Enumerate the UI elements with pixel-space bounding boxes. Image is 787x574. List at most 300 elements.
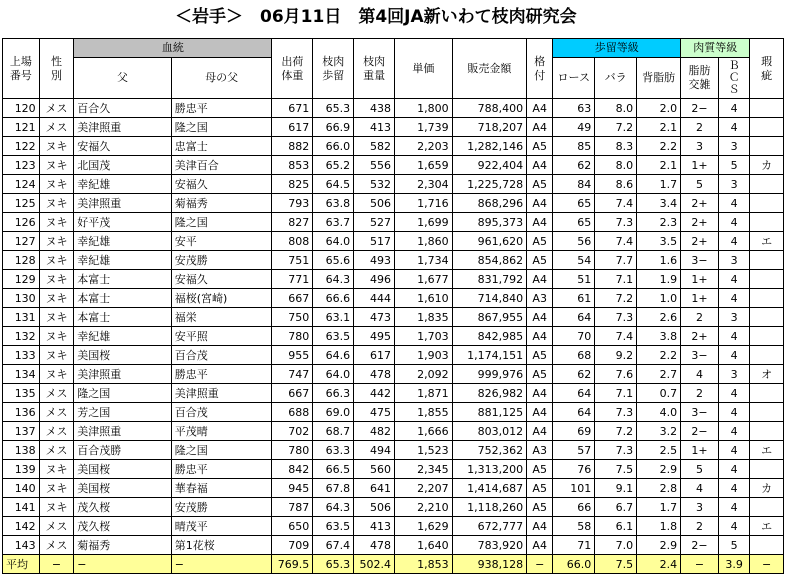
carcass-results-table xyxy=(2,38,784,574)
average-carcass-yield: 65.3 xyxy=(313,555,354,574)
cell-bcs: 4 xyxy=(718,441,749,460)
cell-back-fat: 3.2 xyxy=(637,422,681,441)
cell-maternal-grandsire: 勝忠平 xyxy=(171,99,272,118)
cell-carcass-weight: 478 xyxy=(354,536,395,555)
cell-defect: エ xyxy=(750,441,784,460)
cell-back-fat: 3.4 xyxy=(637,194,681,213)
header-lot-number xyxy=(3,39,40,99)
cell-unit-price: 1,860 xyxy=(395,232,453,251)
cell-defect xyxy=(750,175,784,194)
table-row xyxy=(3,194,784,213)
cell-sales-amount: 783,920 xyxy=(452,536,526,555)
cell-lot-number: 133 xyxy=(3,346,40,365)
cell-rib-thickness: 7.4 xyxy=(595,327,637,346)
average-bcs: 3.9 xyxy=(718,555,749,574)
cell-rib-thickness: 7.3 xyxy=(595,441,637,460)
cell-maternal-grandsire: 美津百合 xyxy=(171,156,272,175)
cell-marbling: 2 xyxy=(681,308,719,327)
cell-lot-number: 128 xyxy=(3,251,40,270)
cell-sex: メス xyxy=(39,384,74,403)
average-sales-amount: 938,128 xyxy=(452,555,526,574)
average-carcass-weight: 502.4 xyxy=(354,555,395,574)
cell-marbling: 1+ xyxy=(681,156,719,175)
cell-sex: ヌキ xyxy=(39,308,74,327)
cell-father: 美津照重 xyxy=(74,118,171,137)
cell-loin-area: 63 xyxy=(553,99,595,118)
cell-sales-amount: 1,174,151 xyxy=(452,346,526,365)
cell-maternal-grandsire: 安福久 xyxy=(171,175,272,194)
table-row xyxy=(3,441,784,460)
cell-marbling: 2+ xyxy=(681,194,719,213)
cell-defect xyxy=(750,308,784,327)
header-carcass-yield xyxy=(313,39,354,99)
cell-sex: ヌキ xyxy=(39,194,74,213)
cell-carcass-yield: 63.3 xyxy=(313,441,354,460)
cell-marbling: 2+ xyxy=(681,213,719,232)
cell-marbling: 3− xyxy=(681,403,719,422)
cell-rib-thickness: 7.3 xyxy=(595,213,637,232)
header-text: 出荷 体重 xyxy=(281,54,304,82)
cell-shipping-weight: 709 xyxy=(272,536,313,555)
cell-shipping-weight: 780 xyxy=(272,327,313,346)
cell-marbling: 3 xyxy=(681,137,719,156)
cell-lot-number: 134 xyxy=(3,365,40,384)
cell-sex: ヌキ xyxy=(39,137,74,156)
cell-grade: A3 xyxy=(527,289,553,308)
cell-sales-amount: 831,792 xyxy=(452,270,526,289)
cell-carcass-weight: 496 xyxy=(354,270,395,289)
cell-sales-amount: 788,400 xyxy=(452,99,526,118)
cell-back-fat: 2.1 xyxy=(637,156,681,175)
cell-marbling: 4 xyxy=(681,479,719,498)
cell-maternal-grandsire: 福桜(宮崎) xyxy=(171,289,272,308)
cell-unit-price: 1,739 xyxy=(395,118,453,137)
cell-grade: A4 xyxy=(527,384,553,403)
cell-grade: A4 xyxy=(527,422,553,441)
cell-bcs: 3 xyxy=(718,251,749,270)
cell-sales-amount: 714,840 xyxy=(452,289,526,308)
cell-bcs: 3 xyxy=(718,308,749,327)
header-rib-thickness: バラ xyxy=(595,58,637,99)
cell-defect xyxy=(750,118,784,137)
cell-maternal-grandsire: 華春福 xyxy=(171,479,272,498)
cell-lot-number: 132 xyxy=(3,327,40,346)
cell-defect xyxy=(750,137,784,156)
cell-father: 茂久桜 xyxy=(74,517,171,536)
cell-marbling: 3− xyxy=(681,346,719,365)
cell-lot-number: 125 xyxy=(3,194,40,213)
cell-father: 美国桜 xyxy=(74,460,171,479)
cell-grade: A4 xyxy=(527,270,553,289)
cell-bcs: 3 xyxy=(718,365,749,384)
header-defect xyxy=(750,39,784,99)
cell-marbling: 3 xyxy=(681,498,719,517)
table-row xyxy=(3,289,784,308)
average-marbling: − xyxy=(681,555,719,574)
cell-loin-area: 64 xyxy=(553,308,595,327)
cell-maternal-grandsire: 隆之国 xyxy=(171,441,272,460)
cell-defect xyxy=(750,346,784,365)
cell-loin-area: 56 xyxy=(553,232,595,251)
cell-unit-price: 1,610 xyxy=(395,289,453,308)
cell-marbling: 2− xyxy=(681,422,719,441)
cell-carcass-yield: 64.5 xyxy=(313,175,354,194)
average-lot-number: 平均 xyxy=(3,555,40,574)
cell-sales-amount: 1,313,200 xyxy=(452,460,526,479)
cell-father: 本富士 xyxy=(74,289,171,308)
table-row xyxy=(3,498,784,517)
cell-sex: ヌキ xyxy=(39,232,74,251)
header-text: 格 付 xyxy=(534,54,546,82)
cell-sex: メス xyxy=(39,403,74,422)
cell-marbling: 1+ xyxy=(681,289,719,308)
cell-lot-number: 127 xyxy=(3,232,40,251)
cell-bcs: 4 xyxy=(718,118,749,137)
table-row xyxy=(3,365,784,384)
cell-maternal-grandsire: 安茂勝 xyxy=(171,498,272,517)
cell-lot-number: 129 xyxy=(3,270,40,289)
cell-rib-thickness: 8.6 xyxy=(595,175,637,194)
cell-unit-price: 2,092 xyxy=(395,365,453,384)
cell-father: 幸紀雄 xyxy=(74,175,171,194)
cell-loin-area: 62 xyxy=(553,365,595,384)
cell-defect: カ xyxy=(750,479,784,498)
cell-father: 美国桜 xyxy=(74,479,171,498)
header-father: 父 xyxy=(74,58,171,99)
cell-shipping-weight: 827 xyxy=(272,213,313,232)
header-lineage: 血統 xyxy=(74,39,272,58)
cell-lot-number: 135 xyxy=(3,384,40,403)
cell-sales-amount: 752,362 xyxy=(452,441,526,460)
cell-bcs: 4 xyxy=(718,327,749,346)
table-row xyxy=(3,403,784,422)
cell-sales-amount: 854,862 xyxy=(452,251,526,270)
cell-lot-number: 126 xyxy=(3,213,40,232)
cell-unit-price: 1,666 xyxy=(395,422,453,441)
cell-shipping-weight: 825 xyxy=(272,175,313,194)
table-row xyxy=(3,517,784,536)
cell-marbling: 2 xyxy=(681,118,719,137)
cell-carcass-yield: 64.6 xyxy=(313,346,354,365)
cell-rib-thickness: 6.1 xyxy=(595,517,637,536)
cell-father: 美津照重 xyxy=(74,422,171,441)
cell-lot-number: 122 xyxy=(3,137,40,156)
cell-carcass-weight: 494 xyxy=(354,441,395,460)
cell-back-fat: 1.7 xyxy=(637,175,681,194)
cell-unit-price: 1,835 xyxy=(395,308,453,327)
cell-carcass-weight: 527 xyxy=(354,213,395,232)
cell-defect: オ xyxy=(750,365,784,384)
cell-marbling: 4 xyxy=(681,365,719,384)
average-loin-area: 66.0 xyxy=(553,555,595,574)
cell-bcs: 4 xyxy=(718,194,749,213)
cell-back-fat: 1.9 xyxy=(637,270,681,289)
cell-lot-number: 137 xyxy=(3,422,40,441)
cell-sex: メス xyxy=(39,517,74,536)
table-row xyxy=(3,308,784,327)
table-row xyxy=(3,327,784,346)
cell-loin-area: 71 xyxy=(553,536,595,555)
header-text: 性 別 xyxy=(50,54,62,82)
cell-grade: A5 xyxy=(527,137,553,156)
cell-sales-amount: 672,777 xyxy=(452,517,526,536)
cell-carcass-weight: 478 xyxy=(354,365,395,384)
cell-marbling: 2+ xyxy=(681,232,719,251)
cell-carcass-weight: 438 xyxy=(354,99,395,118)
header-text: Ｂ Ｃ Ｓ xyxy=(728,58,740,96)
cell-bcs: 3 xyxy=(718,175,749,194)
cell-unit-price: 1,640 xyxy=(395,536,453,555)
cell-carcass-yield: 64.3 xyxy=(313,270,354,289)
header-yield-grade: 歩留等級 xyxy=(553,39,681,58)
cell-lot-number: 121 xyxy=(3,118,40,137)
cell-back-fat: 2.3 xyxy=(637,213,681,232)
cell-lot-number: 136 xyxy=(3,403,40,422)
cell-loin-area: 66 xyxy=(553,498,595,517)
cell-carcass-weight: 582 xyxy=(354,137,395,156)
cell-defect: エ xyxy=(750,232,784,251)
cell-loin-area: 62 xyxy=(553,156,595,175)
cell-shipping-weight: 955 xyxy=(272,346,313,365)
cell-unit-price: 2,304 xyxy=(395,175,453,194)
cell-rib-thickness: 7.2 xyxy=(595,422,637,441)
table-row xyxy=(3,156,784,175)
cell-shipping-weight: 945 xyxy=(272,479,313,498)
cell-maternal-grandsire: 第1花桜 xyxy=(171,536,272,555)
cell-lot-number: 130 xyxy=(3,289,40,308)
cell-maternal-grandsire: 菊福秀 xyxy=(171,194,272,213)
cell-grade: A4 xyxy=(527,194,553,213)
cell-bcs: 4 xyxy=(718,422,749,441)
cell-sex: ヌキ xyxy=(39,156,74,175)
cell-shipping-weight: 771 xyxy=(272,270,313,289)
cell-sales-amount: 803,012 xyxy=(452,422,526,441)
cell-grade: A5 xyxy=(527,232,553,251)
cell-loin-area: 69 xyxy=(553,422,595,441)
header-marbling xyxy=(681,58,719,99)
cell-back-fat: 2.0 xyxy=(637,99,681,118)
cell-carcass-yield: 66.3 xyxy=(313,384,354,403)
cell-rib-thickness: 8.3 xyxy=(595,137,637,156)
cell-back-fat: 2.7 xyxy=(637,365,681,384)
header-back-fat: 背脂肪 xyxy=(637,58,681,99)
table-row xyxy=(3,346,784,365)
cell-grade: A4 xyxy=(527,99,553,118)
average-row xyxy=(3,555,784,574)
cell-maternal-grandsire: 平茂晴 xyxy=(171,422,272,441)
cell-sex: ヌキ xyxy=(39,346,74,365)
cell-lot-number: 120 xyxy=(3,99,40,118)
cell-father: 茂久桜 xyxy=(74,498,171,517)
cell-shipping-weight: 787 xyxy=(272,498,313,517)
cell-sex: ヌキ xyxy=(39,251,74,270)
header-maternal-grandsire: 母の父 xyxy=(171,58,272,99)
cell-rib-thickness: 8.0 xyxy=(595,99,637,118)
cell-bcs: 4 xyxy=(718,213,749,232)
cell-carcass-yield: 63.1 xyxy=(313,308,354,327)
cell-defect xyxy=(750,289,784,308)
cell-sales-amount: 881,125 xyxy=(452,403,526,422)
cell-bcs: 4 xyxy=(718,346,749,365)
cell-sex: ヌキ xyxy=(39,460,74,479)
table-row xyxy=(3,251,784,270)
cell-lot-number: 138 xyxy=(3,441,40,460)
cell-maternal-grandsire: 百合茂 xyxy=(171,403,272,422)
cell-carcass-yield: 65.6 xyxy=(313,251,354,270)
cell-unit-price: 1,716 xyxy=(395,194,453,213)
cell-grade: A4 xyxy=(527,403,553,422)
cell-lot-number: 139 xyxy=(3,460,40,479)
cell-carcass-yield: 63.7 xyxy=(313,213,354,232)
average-father: − xyxy=(74,555,171,574)
header-text: 瑕 疵 xyxy=(761,54,773,82)
cell-rib-thickness: 7.5 xyxy=(595,460,637,479)
cell-carcass-yield: 65.2 xyxy=(313,156,354,175)
cell-sales-amount: 961,620 xyxy=(452,232,526,251)
cell-loin-area: 57 xyxy=(553,441,595,460)
cell-maternal-grandsire: 安平 xyxy=(171,232,272,251)
cell-rib-thickness: 7.1 xyxy=(595,384,637,403)
cell-lot-number: 143 xyxy=(3,536,40,555)
cell-rib-thickness: 7.4 xyxy=(595,232,637,251)
cell-bcs: 4 xyxy=(718,479,749,498)
cell-marbling: 5 xyxy=(681,460,719,479)
cell-loin-area: 76 xyxy=(553,460,595,479)
cell-back-fat: 0.7 xyxy=(637,384,681,403)
cell-shipping-weight: 667 xyxy=(272,384,313,403)
cell-carcass-weight: 493 xyxy=(354,251,395,270)
cell-carcass-yield: 63.5 xyxy=(313,517,354,536)
cell-father: 菊福秀 xyxy=(74,536,171,555)
cell-unit-price: 2,345 xyxy=(395,460,453,479)
cell-unit-price: 2,210 xyxy=(395,498,453,517)
cell-grade: A5 xyxy=(527,365,553,384)
cell-carcass-yield: 67.8 xyxy=(313,479,354,498)
cell-bcs: 4 xyxy=(718,270,749,289)
cell-rib-thickness: 7.3 xyxy=(595,308,637,327)
cell-back-fat: 1.8 xyxy=(637,517,681,536)
cell-carcass-yield: 64.0 xyxy=(313,232,354,251)
cell-back-fat: 2.6 xyxy=(637,308,681,327)
cell-grade: A4 xyxy=(527,118,553,137)
cell-rib-thickness: 7.0 xyxy=(595,536,637,555)
cell-marbling: 2+ xyxy=(681,327,719,346)
cell-carcass-yield: 68.7 xyxy=(313,422,354,441)
cell-back-fat: 2.1 xyxy=(637,118,681,137)
cell-carcass-weight: 506 xyxy=(354,498,395,517)
cell-lot-number: 123 xyxy=(3,156,40,175)
cell-rib-thickness: 7.2 xyxy=(595,118,637,137)
cell-unit-price: 1,699 xyxy=(395,213,453,232)
cell-marbling: 2− xyxy=(681,536,719,555)
cell-father: 本富士 xyxy=(74,308,171,327)
cell-loin-area: 70 xyxy=(553,327,595,346)
cell-loin-area: 61 xyxy=(553,289,595,308)
cell-father: 北国茂 xyxy=(74,156,171,175)
cell-back-fat: 4.0 xyxy=(637,403,681,422)
cell-father: 隆之国 xyxy=(74,384,171,403)
cell-rib-thickness: 7.7 xyxy=(595,251,637,270)
cell-maternal-grandsire: 晴茂平 xyxy=(171,517,272,536)
cell-shipping-weight: 751 xyxy=(272,251,313,270)
cell-shipping-weight: 882 xyxy=(272,137,313,156)
cell-sex: メス xyxy=(39,118,74,137)
cell-rib-thickness: 8.0 xyxy=(595,156,637,175)
cell-defect: カ xyxy=(750,156,784,175)
cell-unit-price: 2,203 xyxy=(395,137,453,156)
average-defect: − xyxy=(750,555,784,574)
cell-shipping-weight: 650 xyxy=(272,517,313,536)
cell-shipping-weight: 853 xyxy=(272,156,313,175)
cell-loin-area: 84 xyxy=(553,175,595,194)
cell-marbling: 5 xyxy=(681,175,719,194)
cell-father: 本富士 xyxy=(74,270,171,289)
cell-sex: ヌキ xyxy=(39,289,74,308)
cell-father: 美津照重 xyxy=(74,194,171,213)
cell-carcass-yield: 63.8 xyxy=(313,194,354,213)
cell-lot-number: 141 xyxy=(3,498,40,517)
cell-carcass-weight: 532 xyxy=(354,175,395,194)
cell-sex: ヌキ xyxy=(39,270,74,289)
cell-back-fat: 1.0 xyxy=(637,289,681,308)
cell-unit-price: 1,855 xyxy=(395,403,453,422)
table-body xyxy=(3,99,784,574)
cell-rib-thickness: 6.7 xyxy=(595,498,637,517)
cell-carcass-weight: 413 xyxy=(354,517,395,536)
cell-rib-thickness: 9.2 xyxy=(595,346,637,365)
cell-lot-number: 142 xyxy=(3,517,40,536)
cell-grade: A3 xyxy=(527,441,553,460)
cell-unit-price: 1,734 xyxy=(395,251,453,270)
cell-grade: A5 xyxy=(527,346,553,365)
cell-loin-area: 64 xyxy=(553,384,595,403)
cell-father: 美津照重 xyxy=(74,365,171,384)
cell-lot-number: 140 xyxy=(3,479,40,498)
cell-maternal-grandsire: 美津照重 xyxy=(171,384,272,403)
average-maternal-grandsire: − xyxy=(171,555,272,574)
cell-maternal-grandsire: 安茂勝 xyxy=(171,251,272,270)
cell-defect xyxy=(750,194,784,213)
cell-defect xyxy=(750,270,784,289)
table-row xyxy=(3,213,784,232)
cell-unit-price: 1,659 xyxy=(395,156,453,175)
cell-rib-thickness: 7.3 xyxy=(595,403,637,422)
cell-carcass-yield: 66.9 xyxy=(313,118,354,137)
cell-back-fat: 2.9 xyxy=(637,536,681,555)
header-text: 脂肪 交雑 xyxy=(688,64,711,91)
table-row xyxy=(3,118,784,137)
cell-shipping-weight: 667 xyxy=(272,289,313,308)
cell-father: 幸紀雄 xyxy=(74,232,171,251)
header-grade xyxy=(527,39,553,99)
cell-loin-area: 68 xyxy=(553,346,595,365)
cell-loin-area: 65 xyxy=(553,194,595,213)
cell-maternal-grandsire: 隆之国 xyxy=(171,213,272,232)
cell-maternal-grandsire: 勝忠平 xyxy=(171,460,272,479)
cell-back-fat: 2.5 xyxy=(637,441,681,460)
cell-carcass-yield: 65.3 xyxy=(313,99,354,118)
cell-carcass-weight: 506 xyxy=(354,194,395,213)
cell-sex: メス xyxy=(39,422,74,441)
cell-lot-number: 131 xyxy=(3,308,40,327)
cell-defect xyxy=(750,498,784,517)
cell-marbling: 2 xyxy=(681,517,719,536)
cell-grade: A5 xyxy=(527,175,553,194)
cell-loin-area: 64 xyxy=(553,403,595,422)
cell-sales-amount: 826,982 xyxy=(452,384,526,403)
cell-bcs: 5 xyxy=(718,536,749,555)
cell-bcs: 4 xyxy=(718,460,749,479)
